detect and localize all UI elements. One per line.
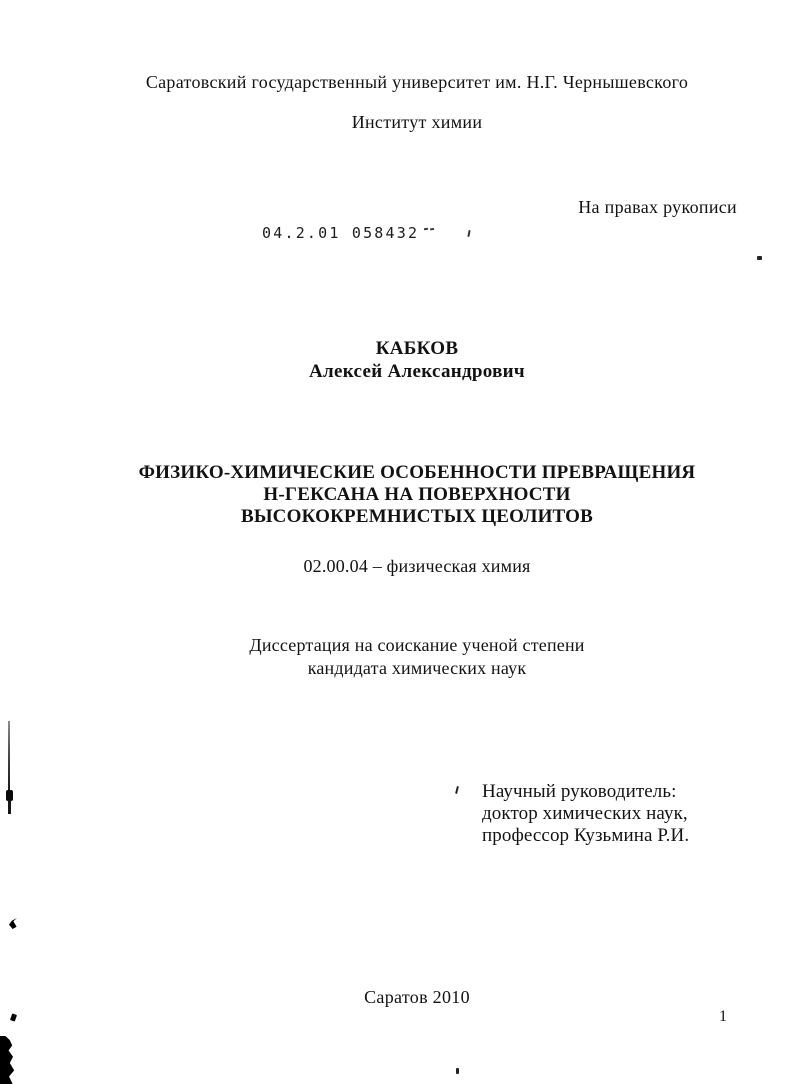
library-stamp-number: 04.2.01 058432	[262, 224, 420, 242]
title-line-1: ФИЗИКО-ХИМИЧЕСКИЕ ОСОБЕННОСТИ ПРЕВРАЩЕНИЯ	[138, 462, 696, 483]
supervisor-name: профессор Кузьмина Р.И.	[482, 825, 690, 846]
scan-artifact-supervisor-comma	[455, 786, 459, 794]
author-block	[38, 337, 796, 383]
supervisor-degree: доктор химических наук,	[482, 803, 688, 824]
thesis-line-2: кандидата химических наук	[307, 658, 527, 678]
scan-artifact-stamp-ditto-mark	[424, 228, 428, 231]
dissertation-title	[38, 462, 796, 528]
author-surname: КАБКОВ	[375, 338, 459, 359]
scan-artifact-arrow-mark	[9, 918, 17, 929]
page-number: 1	[719, 1008, 727, 1025]
specialty-code: 02.00.04 – физическая химия	[303, 556, 531, 576]
scan-artifact-line-tail	[8, 800, 11, 814]
manuscript-rights-note: На правах рукописи	[578, 197, 737, 217]
title-line-2: Н-ГЕКСАНА НА ПОВЕРХНОСТИ	[263, 484, 571, 505]
scan-artifact-dot	[757, 256, 762, 260]
thesis-line-1: Диссертация на соискание ученой степени	[249, 635, 585, 655]
supervisor-label: Научный руководитель:	[482, 781, 677, 802]
scan-artifact-small-tick	[10, 1013, 17, 1021]
institute-name: Институт химии	[351, 112, 483, 132]
university-name: Саратовский государственный университет им. Н.Г. Чернышевского	[145, 72, 689, 92]
scan-artifact-stamp-apostrophe	[467, 230, 470, 237]
supervisor-block	[482, 781, 689, 847]
thesis-description	[38, 634, 796, 680]
scan-artifact-corner-blob	[0, 1036, 17, 1084]
city-year: Саратов 2010	[364, 987, 470, 1007]
title-line-3: ВЫСОКОКРЕМНИСТЫХ ЦЕОЛИТОВ	[240, 506, 594, 527]
scan-artifact-bottom-tick	[456, 1068, 459, 1074]
author-given-names: Алексей Александрович	[309, 361, 525, 382]
